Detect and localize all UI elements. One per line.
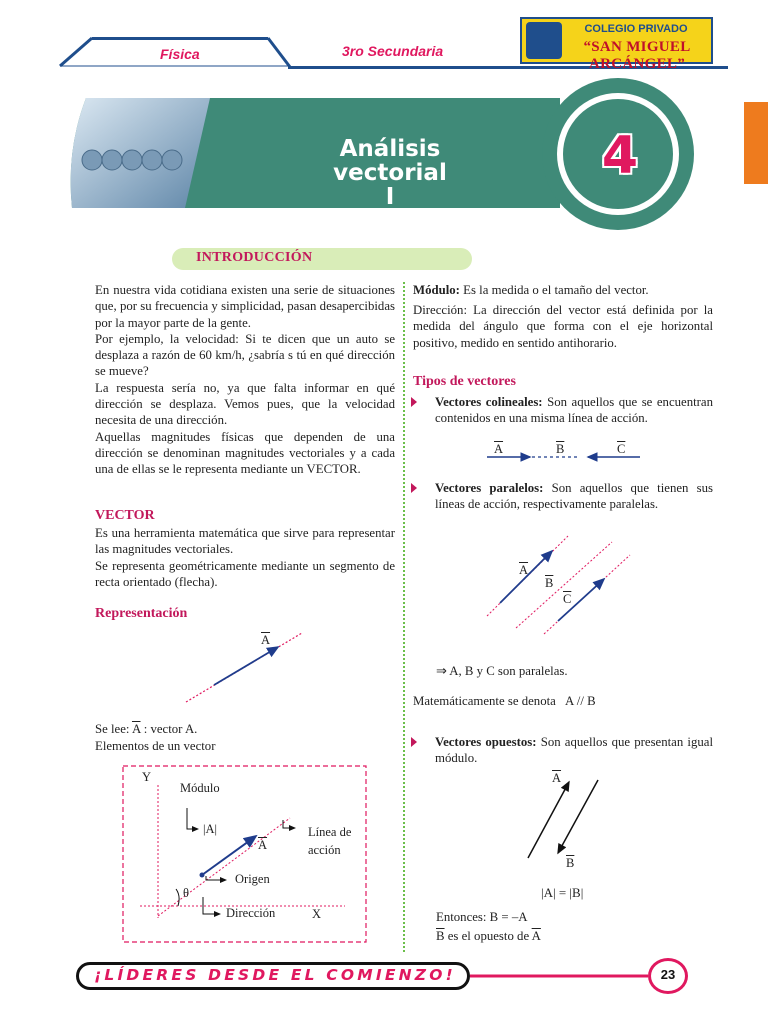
parallel-vectors-diagram [487,536,630,634]
opuesto-a: $\overline{A}$ [531,929,541,943]
opuestos-item [413,734,713,767]
modulo-definition [413,282,713,298]
opuestos-term: Vectores opuestos: [435,735,537,749]
colineal-label-a: $\overline{A}$ [494,442,504,456]
modulo-def: Es la medida o el tamaño del vector. [463,283,649,297]
page-number: 23 [660,967,676,982]
chapter-title-line1: Análisis vectorial [333,136,447,186]
colineales-item [413,394,713,427]
entonces-line [436,910,527,925]
opuesto-label-b: $\overline{B}$ [566,856,575,870]
paralelos-conclusion: ⇒ A, B y C son paralelas. [436,664,568,678]
vector-paragraph-2: Se representa geométricamente mediante un segmento de recta orientado (flecha). [95,558,395,589]
vector-heading: VECTOR [95,508,155,523]
colineales-term: Vectores colineales: [435,395,543,409]
modulo-label: Módulo [180,781,220,795]
diagram-vector-label: $\overline{A}$ [258,838,268,852]
elements-title: Elementos de un vector [95,739,216,753]
intro-paragraph-1: En nuestra vida cotidiana existen una serie de situaciones que, por su frecuencia y simplicidad, pasan desapercibidas por la mayor parte de la gente. [95,283,395,330]
opuesto-line [436,929,541,944]
modulo-symbol: |A| [203,822,218,836]
opposite-vectors-diagram [528,780,598,858]
opuesto-b: $\overline{B}$ [436,929,445,943]
entonces-label: Entonces: [436,910,487,924]
modulo-term: Módulo: [413,283,460,297]
linea-accion-label [308,823,351,859]
paralelos-def: Son aquellos que tienen sus líneas de acción, respectivamente paralelas. [435,481,713,512]
denota-line [413,694,596,709]
bullet-icon [411,397,417,407]
origen-label: Origen [235,872,270,886]
intro-heading: INTRODUCCIÓN [196,250,313,265]
intro-paragraph-4: Aquellas magnitudes físicas que dependen de una dirección se denominan magnitudes vectoriales y a cada una de ellas se le representa mediante un VECTOR. [95,429,395,477]
chapter-title-line2: I [385,184,395,210]
direccion-definition: Dirección: La dirección del vector está definida por la medida del ángulo que forma con el eje horizontal positivo, medido en sentido antihorario. [413,303,713,350]
reading-line [95,722,197,737]
paralelos-term: Vectores paralelos: [435,481,544,495]
representation-vector-label: $\overline{A}$ [261,633,271,647]
opuesto-text: es el opuesto de [447,929,530,943]
colineales-def: Son aquellos que se encuentran contenidos en una misma línea de acción. [435,395,714,426]
direccion-label: Dirección [226,906,276,920]
colineal-label-b: $\overline{B}$ [556,442,565,456]
linea-accion-line1: Línea de [308,825,352,839]
intro-paragraph-2: Por ejemplo, la velocidad: Si te dicen que un auto se desplaza a razón de 60 km/h, ¿sabría s tú en qué dirección se mueve? [95,331,395,379]
modulos-equal: |A| = |B| [541,885,584,900]
reading-suffix: : vector A. [143,722,198,736]
y-axis-label: Y [142,770,152,784]
bullet-icon [411,737,417,747]
reading-prefix: Se lee: [95,722,130,736]
vector-paragraph-1: Es una herramienta matemática que sirve para representar las magnitudes vectoriales. [95,526,395,557]
denota-prefix: Matemáticamente se denota [413,694,556,708]
entonces-expr: B = –A [489,910,528,924]
theta-label: θ [183,886,189,900]
x-axis-label: X [312,907,322,921]
colineal-label-c: $\overline{C}$ [617,442,626,456]
representacion-heading: Representación [95,606,188,621]
paralelo-label-c: $\overline{C}$ [563,592,572,606]
bullet-icon [411,483,417,493]
representation-vector [186,633,302,702]
school-label: COLEGIO PRIVADO [584,23,688,35]
opuestos-def: Son aquellos que presentan igual módulo. [435,735,714,766]
tipos-heading: Tipos de vectores [413,374,516,389]
header-grade: 3ro Secundaria [342,43,444,59]
intro-paragraph-3: La respuesta sería no, ya que falta informar en qué dirección se desplaza. Vemos pues, que la velocidad necesita de una dirección. [95,380,395,428]
header-subject: Física [160,46,200,62]
denota-expr: A // B [565,694,596,708]
linea-accion-line2: acción [308,843,341,857]
footer-motto: ¡LÍDERES DESDE EL COMIENZO! [94,966,456,984]
paralelo-label-a: $\overline{A}$ [519,563,529,577]
reading-vector: $\overline{A}$ [131,722,141,736]
school-name: “SAN MIGUEL ARCÁNGEL” [583,39,691,72]
paralelo-label-b: $\overline{B}$ [545,576,554,590]
paralelos-item [413,480,713,513]
chapter-number: 4 [601,126,639,186]
opuesto-label-a: $\overline{A}$ [552,771,562,785]
